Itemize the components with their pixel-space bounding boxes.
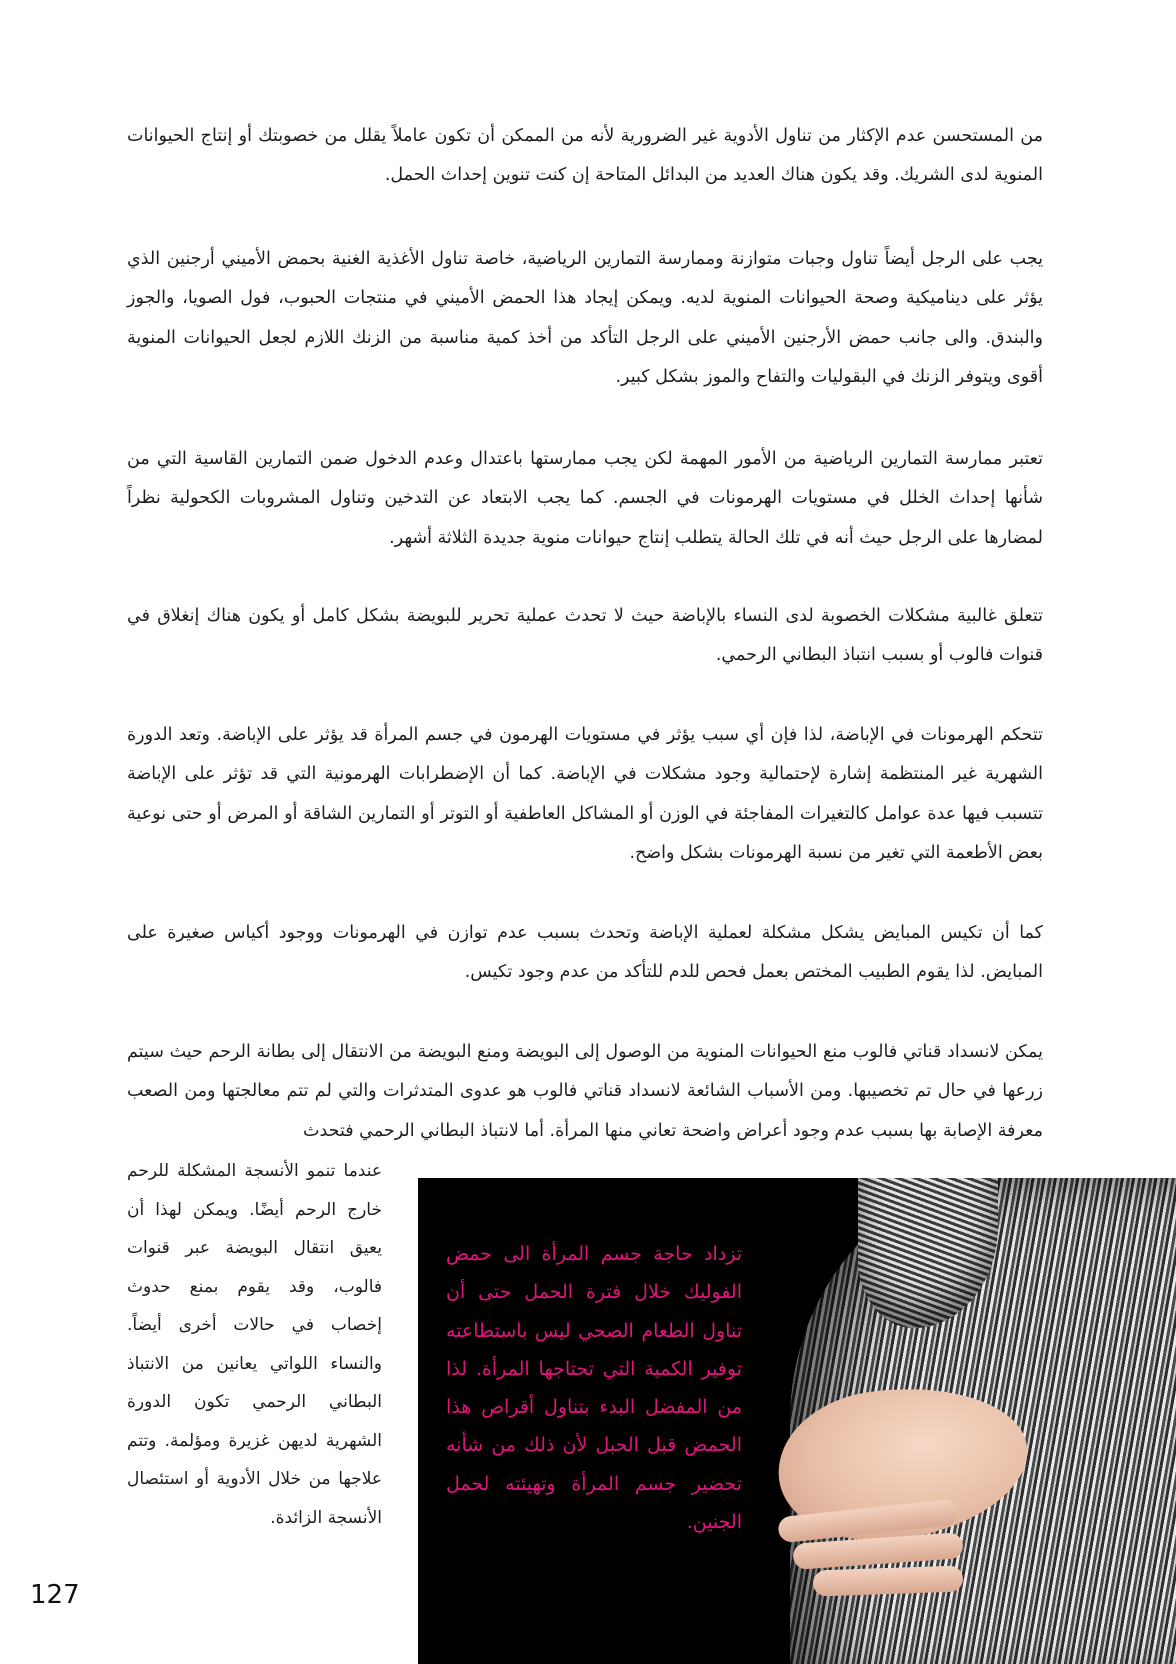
paragraph-fallopian-blockage: يمكن لانسداد قناتي فالوب منع الحيوانات المنوية من الوصول إلى البويضة ومنع البويضة من الانتقال إلى بطانة الرحم حيث سيتم زرعها في حال تم تخصيبها. ومن الأسباب الشائعة لانسداد قناتي فالوب هو عدوى المتدثرات والتي لم تتم معالجتها ومن الصعب معرفة الإصابة بها بسبب عدم وجود أعراض واضحة تعاني منها المرأة. أما لانتباذ البطاني الرحمي فتحدث <box>127 1042 1043 1141</box>
paragraph-male-nutrition: يجب على الرجل أيضاً تناول وجبات متوازنة وممارسة التمارين الرياضية، خاصة تناول الأغذية الغنية بحمض الأميني أرجنين الذي يؤثر على ديناميكية وصحة الحيوانات المنوية لديه. ويمكن إيجاد هذا الحمض الأميني في منتجات الحبوب، فول الصويا، والجوز والبندق. والى جانب حمض الأرجنين الأميني على الرجل التأكد من أخذ كمية مناسبة من الزنك اللازم لجعل الحيوانات المنوية أقوى ويتوفر الزنك في البقوليات والتفاح والموز بشكل كبير. <box>127 249 1043 387</box>
folic-acid-callout: تزداد حاجة جسم المرأة الى حمض الفوليك خلال فترة الحمل حتى أن تناول الطعام الصحي ليس باستطاعته توفير الكمية التي تحتاجها المرأة. لذا من المفضل البدء بتناول أقراص هذا الحمض قبل الحبل لأن ذلك من شأنه تحضير جسم المرأة وتهيئته لحمل الجنين. <box>446 1243 742 1534</box>
finger <box>813 1565 964 1596</box>
page-number: 127 <box>30 1580 80 1610</box>
side-column-text: عندما تنمو الأنسجة المشكلة للرحم خارج الرحم أيضًا. ويمكن لهذا أن يعيق انتقال البويضة عبر قنوات فالوب، وقد يقوم بمنع حدوث إخصاب في حالات أخرى أيضاً. والنساء اللواتي يعانين من الانتباذ البطاني الرحمي تكون الدورة الشهرية لديهن غزيرة ومؤلمة. وتتم علاجها من خلال الأدوية أو استئصال الأنسجة الزائدة. <box>127 1161 382 1528</box>
paragraph-pcos: كما أن تكيس المبايض يشكل مشكلة لعملية الإباضة وتحدث بسبب عدم توازن في الهرمونات ووجود أكياس صغيرة على المبايض. لذا يقوم الطبيب المختص بعمل فحص للدم للتأكد من عدم وجود تكيس. <box>127 923 1043 983</box>
paragraph-hormones: تتحكم الهرمونات في الإباضة، لذا فإن أي سبب يؤثر في مستويات الهرمون في جسم المرأة قد يؤثر على الإباضة. وتعد الدورة الشهرية غير المنتظمة إشارة لإحتمالية وجود مشكلات في الإباضة. كما أن الإضطرابات الهرمونية التي قد تؤثر على الإباضة تتسبب فيها عدة عوامل كالتغيرات المفاجئة في الوزن أو المشاكل العاطفية أو التوتر أو التمارين الشاقة أو المرض أو حتى نوعية بعض الأطعمة التي تغير من نسبة الهرمونات بشكل واضح. <box>127 725 1043 863</box>
paragraph-ovulation-problems: تتعلق غالبية مشكلات الخصوبة لدى النساء بالإباضة حيث لا تحدث عملية تحرير للبويضة بشكل كامل أو يكون هناك إنغلاق في قنوات فالوب أو بسبب انتباذ البطاني الرحمي. <box>127 606 1043 666</box>
paragraph-medications: من المستحسن عدم الإكثار من تناول الأدوية غير الضرورية لأنه من الممكن أن تكون عاملاً يقلل من خصوبتك أو إنتاج الحيوانات المنوية لدى الشريك. وقد يكون هناك العديد من البدائل المتاحة إن كنت تنوين إحداث الحمل. <box>127 126 1043 186</box>
paragraph-exercise: تعتبر ممارسة التمارين الرياضية من الأمور المهمة لكن يجب ممارستها باعتدال وعدم الدخول ضمن التمارين القاسية التي من شأنها إحداث الخلل في مستويات الهرمونات في الجسم. كما يجب الابتعاد عن التدخين وتناول المشروبات الكحولية نظراً لمضارها على الرجل حيث أنه في تلك الحالة يتطلب إنتاج حيوانات منوية جديدة الثلاثة أشهر. <box>127 449 1043 548</box>
